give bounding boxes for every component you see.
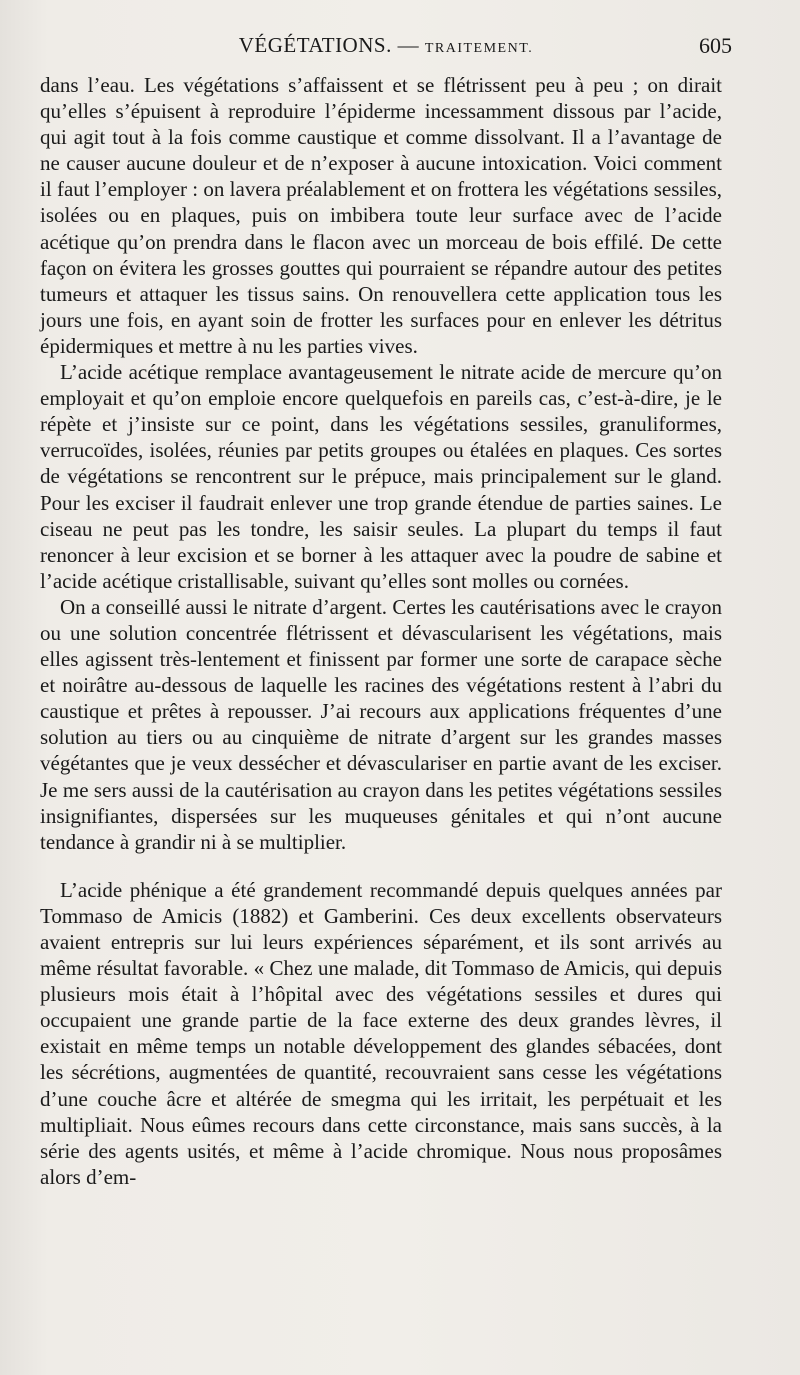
paragraph: L’acide phénique a été grandement recommandé depuis quelques années par Tommaso de Amicis (1882) et Gamberini. Ces deux excellents observateurs avaient entrepris sur lui leurs expériences séparément, et ils sont arrivés au même résultat favorable. « Chez une malade, dit Tommaso de Amicis, qui depuis plusieurs mois était à l’hôpital avec des végétations sessiles et dures qui occupaient une grande partie de la face externe des deux grandes lèvres, il existait en même temps un notable développement des glandes sébacées, dont les sécrétions, augmentées de quantité, recouvraient sans cesse les végétations d’une couche âcre et altérée de smegma qui les irritait, les perpétuait et les multipliait. Nous eûmes recours dans cette circonstance, mais sans succès, à la série des agents usités, et même à l’acide chromique. Nous nous proposâmes alors d’em- — [40, 877, 722, 1189]
body-text — [40, 72, 722, 1190]
running-head-section: TRAITEMENT. — [424, 41, 534, 56]
running-head-dash: — — [391, 33, 425, 57]
page-header — [40, 33, 732, 63]
page-number: 605 — [699, 33, 732, 58]
running-head-title: VÉGÉTATIONS. — [238, 33, 392, 57]
paragraph: On a conseillé aussi le nitrate d’argent. Certes les cautérisations avec le crayon ou une solution concentrée flétrissent et dévascularisent les végétations, mais elles agissent très-lentement et finissent par former une sorte de carapace sèche et noirâtre au-dessous de laquelle les racines des végétations restent à l’abri du caustique et prêtes à repousser. J’ai recours aux applications fréquentes d’une solution au tiers ou au cinquième de nitrate d’argent sur les grandes masses végétantes que je veux dessécher et dévasculariser en partie avant de les exciser. Je me sers aussi de la cautérisation au crayon dans les petites végétations sessiles insignifiantes, dispersées sur les muqueuses génitales et qui n’ont aucune tendance à grandir ni à se multiplier. — [40, 594, 722, 854]
paragraph-continued: dans l’eau. Les végétations s’affaissent et se flétrissent peu à peu ; on dirait qu’elles s’épuisent à reproduire l’épiderme incessamment dissous par l’acide, qui agit tout à la fois comme caustique et comme dissolvant. Il a l’avantage de ne causer aucune douleur et de n’exposer à aucune intoxication. Voici comment il faut l’employer : on lavera préalablement et on frottera les végétations sessiles, isolées ou en plaques, puis on imbibera toute leur surface avec de l’acide acétique qu’on prendra dans le flacon avec un morceau de bois effilé. De cette façon on évitera les grosses gouttes qui pourraient se répandre autour des petites tumeurs et attaquer les tissus sains. On renouvellera cette application tous les jours une fois, en ayant soin de frotter les surfaces pour en enlever les détritus épidermiques et mettre à nu les parties vives. — [40, 73, 722, 358]
running-head — [40, 33, 732, 58]
paragraph: L’acide acétique remplace avantageusement le nitrate acide de mercure qu’on employait et qu’on emploie encore quelquefois en pareils cas, c’est-à-dire, je le répète et j’insiste sur ce point, dans les végétations sessiles, granuliformes, verrucoïdes, isolées, réunies par petits groupes ou étalées en plaques. Ces sortes de végétations se rencontrent sur le prépuce, mais principalement sur le gland. Pour les exciser il faudrait enlever une trop grande étendue de parties saines. Le ciseau ne peut pas les tondre, les saisir seules. La plupart du temps il faut renoncer à leur excision et se borner à les attaquer avec la poudre de sabine et l’acide acétique cristallisable, suivant qu’elles sont molles ou cornées. — [40, 360, 722, 593]
